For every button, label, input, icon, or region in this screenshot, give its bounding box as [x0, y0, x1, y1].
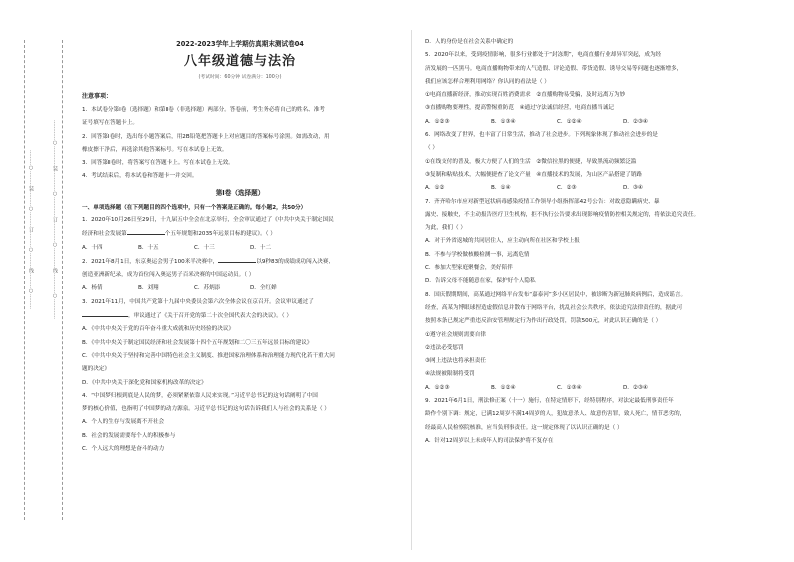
option-c: C．《中共中央关于坚持和完善中国特色社会主义制度、推进国家治理体系和治理能力现代化若干重大问	[82, 352, 335, 359]
notice-line: 1．本试卷分第Ⅰ卷（选择题）和第Ⅱ卷（非选择题）两部分。答卷前，考生务必将自己的姓名、准考	[82, 107, 325, 113]
option-a: A．针对12周岁以上未成年人的司法保护将不复存在	[425, 437, 554, 444]
question-1-line	[82, 229, 398, 239]
option-c: C．②③	[557, 185, 577, 192]
notice-title: 注意事项：	[82, 93, 113, 100]
exam-info: (考试时间：60分钟 试卷满分：100分)	[198, 75, 282, 80]
question-6-line: 6．网络改变了世界，也丰富了日常生活，推动了社会进步。下列现象体现了推动社会进步的是	[425, 132, 658, 139]
option-b: B．不参与学校做核酸检测一事，远离危情	[425, 251, 530, 258]
question-8-line: 8．国庆假期期间，高某通过网络平台发布“嘉泰河”多小区居民中，被诊断为新冠肺炎病例后，造成谣言。	[425, 291, 687, 298]
question-9-line: 9．2021年6月1日，刑法修正案（十一）施行，在特定情形下，经特别程序，对法定最低刑事责任年	[425, 398, 674, 405]
question-5-options	[425, 118, 755, 127]
question-1-line: 1．2020年10月26日至29日，十九届五中全会在北京举行，全会审议通过了《中共中央关于制定国民	[82, 216, 334, 223]
answer-blank	[218, 257, 256, 263]
question-6-options	[425, 184, 755, 193]
option-d: D．十二	[250, 244, 272, 251]
option-a: A．十四	[82, 244, 103, 251]
binding-line-right	[62, 40, 63, 520]
question-3-text: ，审议通过了《关于召开党的第二十次全国代表大会的决议》。（ ）	[128, 313, 292, 320]
question-4-line: 4．“中国梦归根到底是人民的梦，必须紧紧依靠人民来实现。”习近平总书记的这句话阐明了中国	[82, 392, 318, 399]
option-a: A．个人的生存与发展离不开社会	[82, 419, 165, 426]
option-d: D．人的身份是在社会关系中确定的	[425, 39, 514, 45]
notice-line: 2．回答第Ⅰ卷时，选出每小题答案后，用2B铅笔把答题卡上对应题目的答案标号涂黑。如需改动，用	[82, 133, 330, 140]
binding-line-left	[24, 40, 25, 520]
question-2-line	[82, 257, 398, 267]
option-b: B．①②④	[491, 384, 516, 391]
question-1-options	[82, 244, 398, 253]
option-b: B．①④	[491, 185, 511, 192]
option-b: B．社会的发展需要每个人的积极参与	[82, 432, 176, 439]
notice-line: 3．回答第Ⅱ卷时，将答案写在答题卡上。写在本试卷上无效。	[82, 160, 234, 167]
option-d: D．《中共中央关于深化党和国家机构改革的决定》	[82, 379, 207, 386]
section-head: 一、单项选择题（在下列题目的四个选项中，只有一个答案是正确的。每小题2，共50分）	[82, 204, 307, 211]
left-column	[82, 38, 398, 458]
question-2-text: 以9秒83的成绩成功闯入决赛,	[256, 258, 331, 265]
answer-blank	[82, 311, 128, 317]
question-8-item: ①遵守社会规则需要自律	[425, 331, 486, 338]
binding-label-right: …………○…………装…………○…………订…………○…………线…………○…………	[52, 120, 58, 319]
column-divider	[411, 30, 412, 550]
option-a: A．①②	[425, 185, 445, 192]
question-5-item: ③直播购物要理性，提高警惕重防范 ④通过守法诚信经营，电商直播当诚记	[425, 105, 615, 112]
option-b: B．刘翔	[138, 285, 159, 292]
option-c-continued: 题的决定》	[82, 366, 110, 373]
question-9-line: 龄作个别下调：规定，已满12周岁不满14周岁的人，犯故意杀人、故意伤害罪，致人死亡，情节恶劣的，	[425, 411, 686, 418]
question-3-line: 3．2021年11月，中国共产党第十九届中央委员会第六次全体会议在京召开。会议审议通过了	[82, 298, 314, 305]
question-6-item: ③复制和粘贴技术，大幅便捷查了论文产量 ④直播技术的发展，为山区产品搭建了销路	[425, 171, 642, 178]
question-2-options	[82, 284, 398, 293]
question-8-item: ②违法必受惩罚	[425, 344, 464, 351]
option-c: C．苏炳添	[194, 285, 221, 292]
question-8-line: 经查，高某为博眼球捏造虚假信息并散布于网络平台，扰乱社会公共秩序，依法追究法律责任的，据此可	[425, 304, 683, 311]
question-5-line: 我们应该怎样合理利用网络？你认同的看法是（ ）	[425, 78, 550, 85]
option-d: D．全红婵	[250, 285, 277, 292]
question-7-line: 7．齐齐哈尔市应对新型冠状病毒感染疫情工作领导小组指挥部42号公告：对故意隐瞒病史、暴	[425, 198, 660, 205]
exam-subtitle: 2022-2023学年上学期仿真期末测试卷04	[176, 40, 304, 48]
option-c: C．①②④	[557, 118, 582, 125]
question-8-options	[425, 384, 755, 393]
question-6-line: （ ）	[425, 145, 438, 152]
notice-line: 4．考试结束后，将本试卷和答题卡一并交回。	[82, 173, 198, 180]
section-title: 第Ⅰ卷（选择题）	[215, 188, 265, 197]
question-8-item: ④法规被限制将受罚	[425, 371, 475, 378]
option-c: C．参加大型家庭聚餐会，美好陪伴	[425, 265, 513, 272]
question-4-line: 梦的核心价值，也指明了中国梦的动力源泉。习近平总书记的这句话告诉我们人与社会的关系是（ ）	[82, 406, 330, 413]
option-d: D．告诉父母不能随意在家，保护好个人隐私	[425, 278, 536, 285]
option-a: A．①②③	[425, 384, 450, 391]
question-7-line: 为此，我们（ ）	[425, 225, 466, 232]
option-c: C．个人远大的理想是奋斗的动力	[82, 446, 165, 453]
option-a: A．①②③	[425, 118, 450, 125]
notice-line: 橡皮擦干净后，再选涂其他答案标号。写在本试卷上无效。	[82, 146, 228, 153]
question-7-line: 露史、接触史，不主动报告医疗卫生机构，拒不执行公告要求出现影响疫情防控相关规定的，将依法追究责任。	[425, 211, 700, 218]
option-b: B．《中共中央关于制定国民经济和社会发展第十四个五年规划和二〇三五年远景目标的建议》	[82, 339, 313, 346]
question-8-line: 按照本条已规定严重违反治安管理规定行为作出行政处罚，罚款500元，对此认识正确的是（ ）	[425, 318, 662, 325]
binding-label-left: ………○………装………○………订………○………线………○………	[28, 150, 34, 309]
question-6-item: ①在线支付的普及，极大方便了人们的生活 ②微信拉黑的便捷，导致黑流动频繁泛滥	[425, 158, 637, 165]
question-1-text: 经济和社会发展第	[82, 231, 127, 238]
question-9-line: 经最高人民检察院核准，应当负刑事责任。这一规定体现了以认识正确的是（ ）	[425, 424, 623, 431]
option-b: B．十五	[138, 244, 159, 251]
option-c: C．十三	[194, 244, 215, 251]
answer-blank	[127, 229, 165, 235]
option-d: D．②③④	[623, 384, 648, 391]
question-8-item: ③网上违法也将承担责任	[425, 358, 486, 365]
option-d: D．③④	[623, 185, 643, 192]
question-1-text: 个五年规划和2035年远景目标的建议》。（ ）	[164, 231, 276, 238]
option-c: C．①③④	[557, 384, 582, 391]
option-d: D．②③④	[623, 118, 648, 125]
question-5-line: 济发展的一匹黑马。电商直播购物带来的人气造假、评论造假、带货造假、诱导交易等问题也逐渐增多，	[425, 65, 683, 72]
question-3-line	[82, 311, 398, 321]
option-a: A．杨倩	[82, 285, 103, 292]
exam-title: 八年级道德与法治	[183, 54, 296, 69]
option-a: A．《中共中央关于党的百年奋斗重大成就和历史经验的决议》	[82, 326, 235, 333]
question-5-item: ①电商直播新经济，推动实现百姓消费需求 ②直播购物易受骗，及时远离万为妙	[425, 92, 626, 99]
question-2-text: 2．2021年8月1日，东京奥运会男子100米半决赛中，	[82, 258, 219, 265]
notice-line: 证号填写在答题卡上。	[82, 120, 138, 127]
option-a: A．对于外省返城的共同居住人，应主动向所在社区和学校上报	[425, 238, 580, 245]
question-5-line: 5．2020年以来，受到疫情影响，很多行业都处于“封冻期”，电商直播行业却异军突起，成为经	[425, 52, 662, 59]
question-2-line: 创造亚洲新纪录，成为首位闯入奥运男子百米决赛的中国运动员。（ ）	[82, 272, 255, 279]
option-b: B．①③④	[491, 118, 516, 125]
right-column	[425, 38, 755, 450]
